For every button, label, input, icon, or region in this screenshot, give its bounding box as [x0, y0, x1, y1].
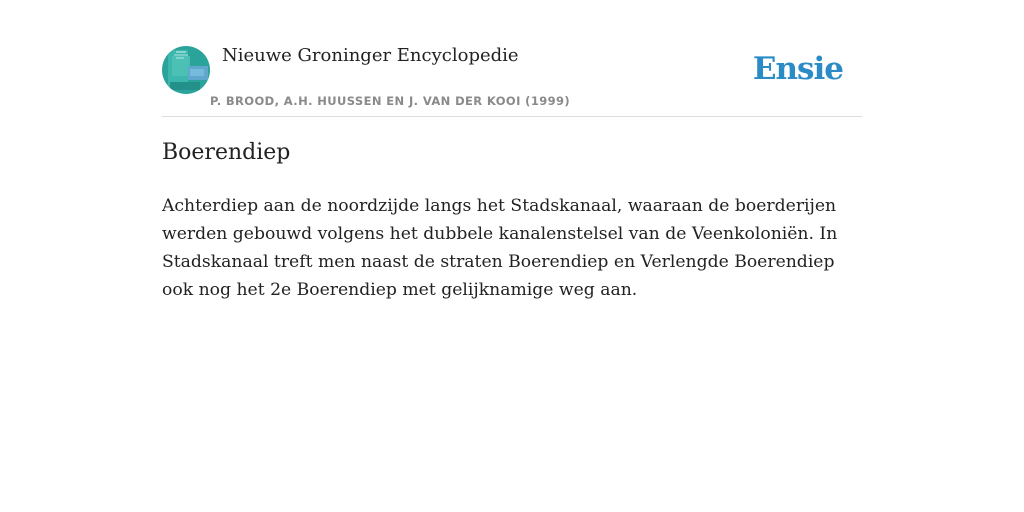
entry-title: Boerendiep	[162, 140, 291, 165]
entry-body: Achterdiep aan de noordzijde langs het Stadskanaal, waaraan de boerderijen werden gebouwd volgens het dubbele kanalenstelsel van de Veenkoloniën. In Stadskanaal treft men naast de straten Boerendiep en Verlengde Boerendiep ook nog het 2e Boerendiep met gelijknamige weg aan.	[162, 196, 838, 300]
book-cover-icon[interactable]	[162, 46, 210, 94]
authors: P. BROOD, A.H. HUUSSEN EN J. VAN DER KOOI (1999)	[210, 94, 571, 108]
book-title[interactable]: Nieuwe Groninger Encyclopedie	[222, 45, 519, 66]
header	[162, 40, 862, 117]
ensie-logo[interactable]: Ensie	[752, 51, 843, 87]
